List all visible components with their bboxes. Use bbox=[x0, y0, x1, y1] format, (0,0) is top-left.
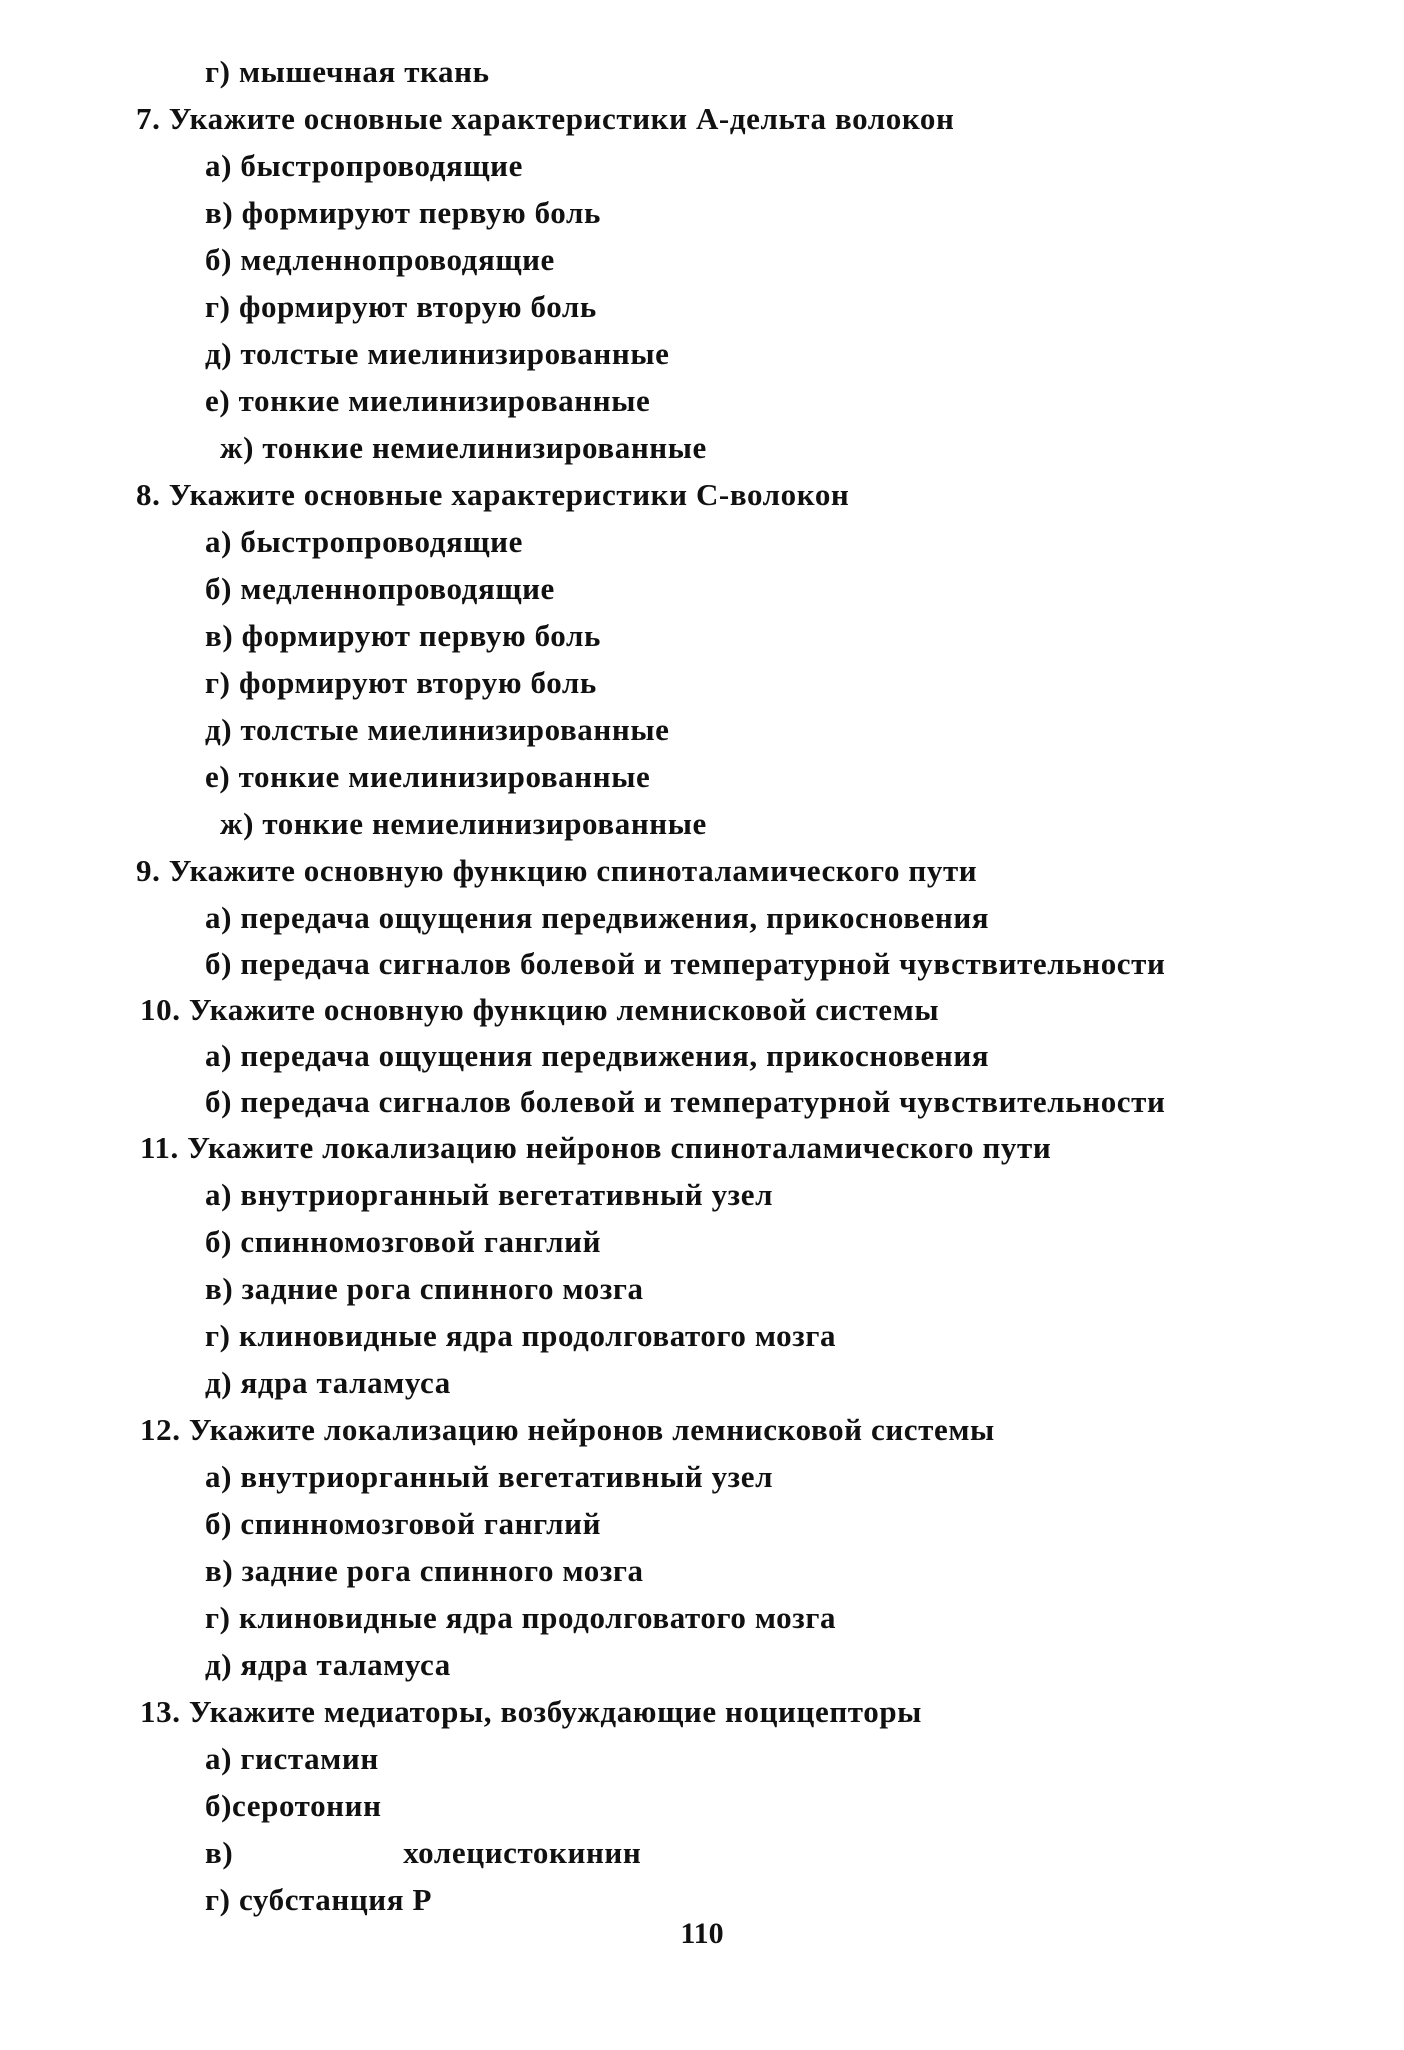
answer-option: б) передача сигналов болевой и температурной чувствительности bbox=[205, 946, 1166, 981]
answer-option: г) мышечная ткань bbox=[205, 54, 490, 89]
question-7-title: 7. Укажите основные характеристики А-дельта волокон bbox=[136, 101, 955, 136]
answer-option: а) передача ощущения передвижения, прикосновения bbox=[205, 900, 990, 935]
answer-option: б) спинномозговой ганглий bbox=[205, 1506, 602, 1541]
answer-option: а) быстропроводящие bbox=[205, 524, 523, 559]
question-8-title: 8. Укажите основные характеристики С-волокон bbox=[136, 477, 850, 512]
answer-option: ж) тонкие немиелинизированные bbox=[220, 806, 707, 841]
answer-option: е) тонкие миелинизированные bbox=[205, 759, 651, 794]
answer-option: д) ядра таламуса bbox=[205, 1365, 451, 1400]
answer-option: а) передача ощущения передвижения, прикосновения bbox=[205, 1038, 990, 1073]
answer-option: б) передача сигналов болевой и температурной чувствительности bbox=[205, 1084, 1166, 1119]
answer-option: в) задние рога спинного мозга bbox=[205, 1553, 644, 1588]
answer-option: в) формируют первую боль bbox=[205, 618, 601, 653]
answer-option: ж) тонкие немиелинизированные bbox=[220, 430, 707, 465]
answer-option: а) внутриорганный вегетативный узел bbox=[205, 1177, 774, 1212]
answer-option: б)серотонин bbox=[205, 1788, 382, 1823]
answer-option: б) спинномозговой ганглий bbox=[205, 1224, 602, 1259]
answer-option: д) толстые миелинизированные bbox=[205, 712, 670, 747]
answer-option: в) формируют первую боль bbox=[205, 195, 601, 230]
answer-option: д) ядра таламуса bbox=[205, 1647, 451, 1682]
answer-option: б) медленнопроводящие bbox=[205, 242, 555, 277]
answer-option: е) тонкие миелинизированные bbox=[205, 383, 651, 418]
answer-option: а) внутриорганный вегетативный узел bbox=[205, 1459, 774, 1494]
answer-option: г) клиновидные ядра продолговатого мозга bbox=[205, 1318, 837, 1353]
answer-option: г) формируют вторую боль bbox=[205, 289, 597, 324]
question-12-title: 12. Укажите локализацию нейронов лемнисковой системы bbox=[140, 1412, 995, 1447]
answer-option: г) клиновидные ядра продолговатого мозга bbox=[205, 1600, 837, 1635]
question-13-title: 13. Укажите медиаторы, возбуждающие ноцицепторы bbox=[140, 1694, 922, 1729]
question-11-title: 11. Укажите локализацию нейронов спиноталамического пути bbox=[140, 1130, 1052, 1165]
answer-option-c bbox=[205, 1833, 641, 1873]
question-9-title: 9. Укажите основную функцию спиноталамического пути bbox=[136, 853, 978, 888]
answer-option: а) гистамин bbox=[205, 1741, 379, 1776]
answer-option: г) формируют вторую боль bbox=[205, 665, 597, 700]
answer-option: г) субстанция Р bbox=[205, 1882, 432, 1917]
answer-option-text: холецистокинин bbox=[403, 1835, 642, 1870]
page-number: 110 bbox=[680, 1917, 724, 1950]
answer-option: д) толстые миелинизированные bbox=[205, 336, 670, 371]
answer-option: б) медленнопроводящие bbox=[205, 571, 555, 606]
answer-option: а) быстропроводящие bbox=[205, 148, 523, 183]
answer-option: в) задние рога спинного мозга bbox=[205, 1271, 644, 1306]
question-10-title: 10. Укажите основную функцию лемнисковой системы bbox=[140, 992, 940, 1027]
answer-option-letter: в) bbox=[205, 1835, 234, 1870]
